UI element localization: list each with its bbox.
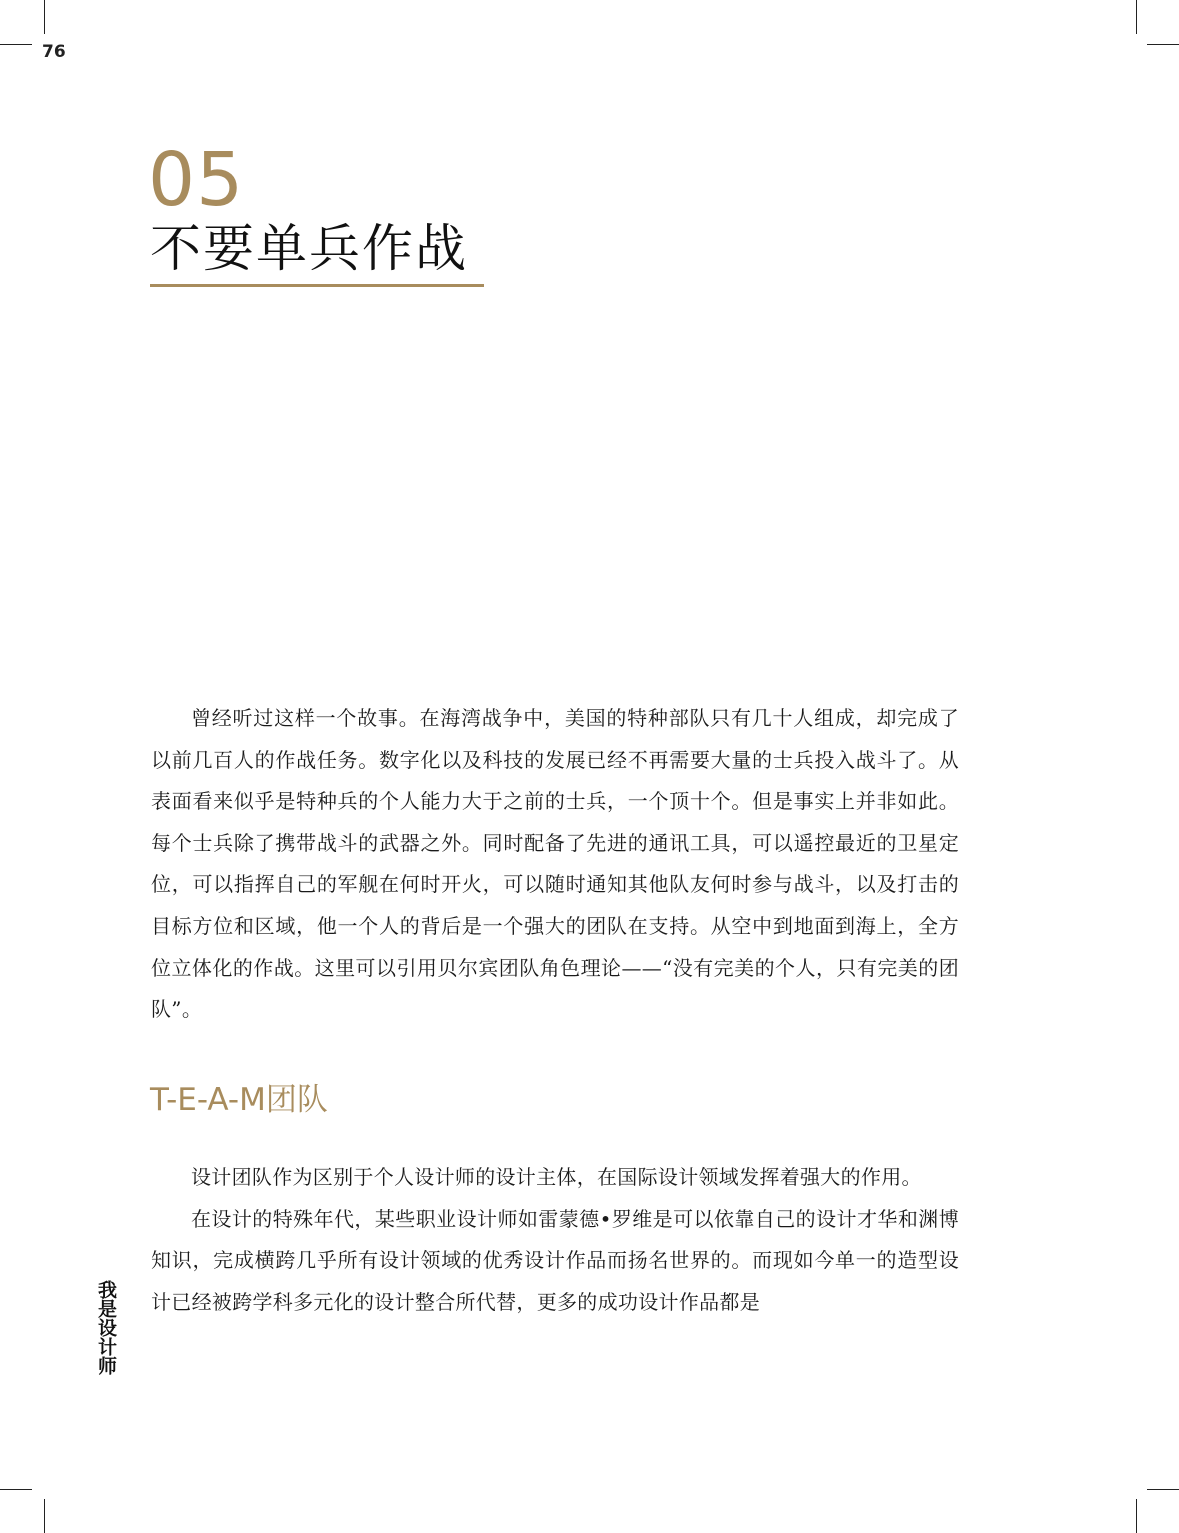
crop-mark-top-right-horizontal (1147, 44, 1179, 45)
chapter-number: 05 (148, 137, 245, 223)
chapter-title-underline (150, 284, 484, 287)
section-heading-team: T-E-A-M团队 (150, 1082, 328, 1118)
crop-mark-top-left-horizontal (0, 44, 32, 45)
side-running-title: 我是设计师 (95, 1280, 117, 1375)
section2-paragraph-1: 设计团队作为区别于个人设计师的设计主体，在国际设计领域发挥着强大的作用。 (191, 1165, 922, 1189)
section2-body (151, 1157, 959, 1323)
crop-mark-bottom-right-horizontal (1147, 1489, 1179, 1490)
crop-mark-bottom-left-horizontal (0, 1489, 32, 1490)
crop-mark-bottom-left-vertical (44, 1499, 45, 1533)
section1-body (151, 698, 959, 1031)
crop-mark-top-right-vertical (1136, 0, 1137, 34)
page-number: 76 (42, 42, 66, 62)
section1-paragraph-1: 曾经听过这样一个故事。在海湾战争中，美国的特种部队只有几十人组成，却完成了以前几百人的作战任务。数字化以及科技的发展已经不再需要大量的士兵投入战斗了。从表面看来似乎是特种兵的个人能力大于之前的士兵，一个顶十个。但是事实上并非如此。每个士兵除了携带战斗的武器之外。同时配备了先进的通讯工具，可以遥控最近的卫星定位，可以指挥自己的军舰在何时开火，可以随时通知其他队友何时参与战斗，以及打击的目标方位和区域，他一个人的背后是一个强大的团队在支持。从空中到地面到海上，全方位立体化的作战。这里可以引用贝尔宾团队角色理论——“没有完美的个人，只有完美的团队”。 (151, 706, 959, 1022)
section2-paragraph-2: 在设计的特殊年代，某些职业设计师如雷蒙德•罗维是可以依靠自己的设计才华和渊博知识，完成横跨几乎所有设计领域的优秀设计作品而扬名世界的。而现如今单一的造型设计已经被跨学科多元化的设计整合所代替，更多的成功设计作品都是 (151, 1206, 959, 1314)
crop-mark-bottom-right-vertical (1136, 1499, 1137, 1533)
crop-mark-top-left-vertical (44, 0, 45, 34)
chapter-title: 不要单兵作战 (150, 220, 469, 279)
